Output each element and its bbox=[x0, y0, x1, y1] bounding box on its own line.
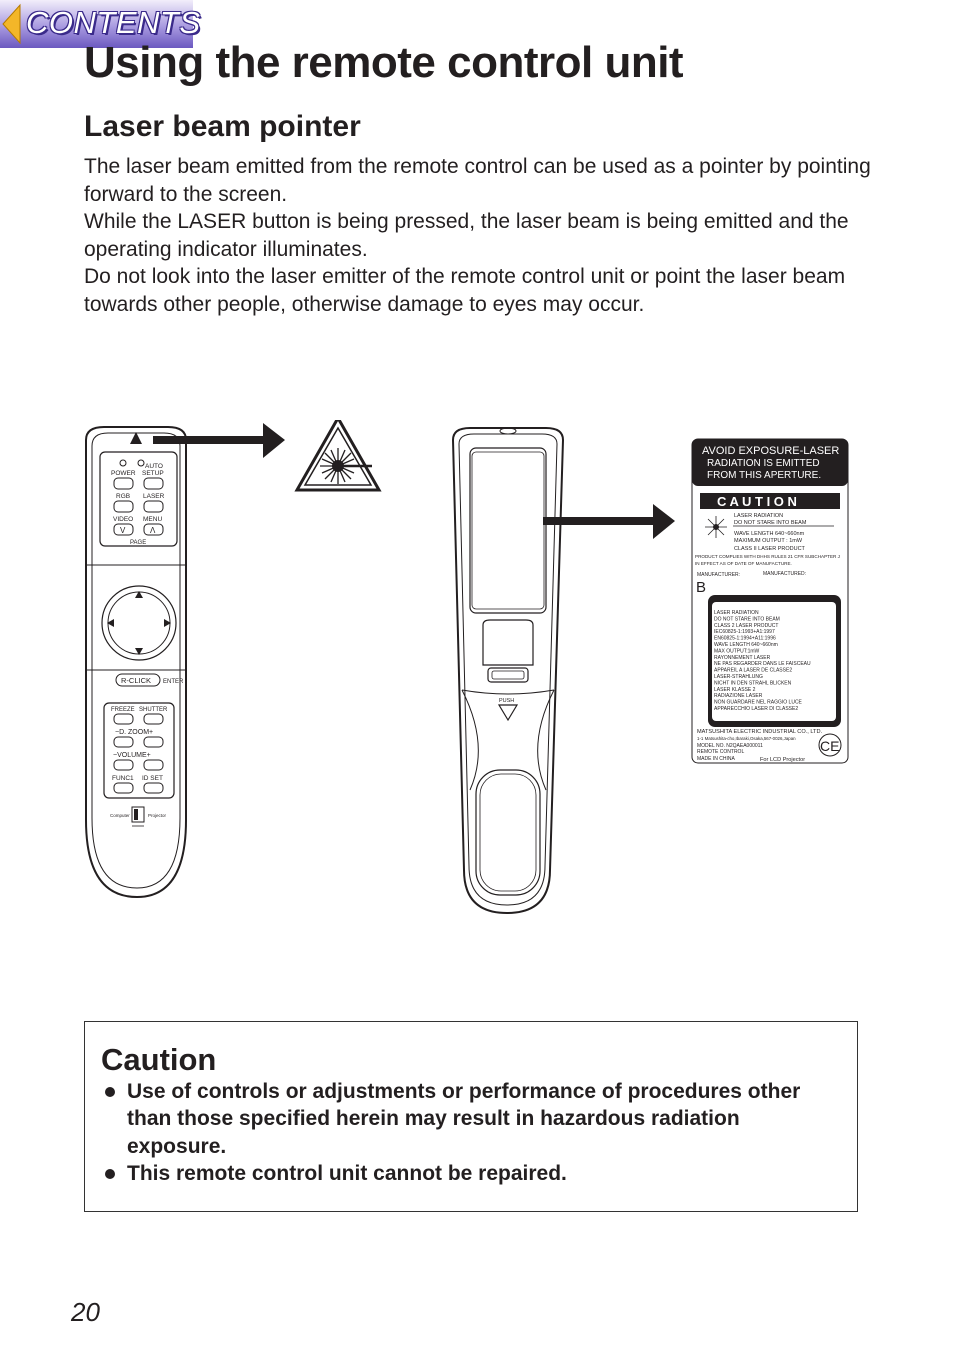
setup-label: SETUP bbox=[142, 470, 164, 477]
label-line: CLASS II LASER PRODUCT bbox=[734, 546, 805, 552]
ce-mark-icon: CE bbox=[820, 738, 840, 754]
page-label: PAGE bbox=[130, 540, 147, 546]
label-avoid-line: AVOID EXPOSURE-LASER bbox=[702, 445, 840, 457]
caution-item bbox=[103, 1078, 823, 1160]
label-box-line: RAYONNEMENT LASER bbox=[714, 654, 771, 661]
page-number: 20 bbox=[71, 1297, 100, 1327]
label-box-line: IEC60825-1:1993+A1:1997 bbox=[714, 629, 775, 636]
label-box-line: NE PAS REGARDER DANS LE FAISCEAU bbox=[714, 661, 811, 668]
caution-title: Caution bbox=[101, 1042, 217, 1077]
computer-label: Computer bbox=[110, 813, 130, 818]
projector-label: Projector bbox=[148, 813, 167, 818]
label-box-line: MAX OUTPUT:1mW bbox=[714, 648, 760, 655]
shutter-label: SHUTTER bbox=[139, 707, 168, 713]
laser-warning-label bbox=[692, 439, 848, 763]
push-label: PUSH bbox=[499, 698, 515, 704]
body-text bbox=[84, 153, 874, 319]
label-line: MAXIMUM OUTPUT : 1mW bbox=[734, 538, 803, 544]
label-line: REMOTE CONTROL bbox=[697, 749, 745, 755]
label-line: PRODUCT COMPLIES WITH DHHS RULES 21 CFR SUBCHAPTER J bbox=[695, 554, 840, 559]
label-line: WAVE LENGTH 640~660nm bbox=[734, 531, 805, 537]
paragraph: While the LASER button is being pressed, the laser beam is being emitted and the operating indicator illuminates. bbox=[84, 210, 849, 261]
label-box-line: WAVE LENGTH 640~660nm bbox=[714, 642, 778, 648]
label-box-line: APPAREIL A LASER DE CLASSE2 bbox=[714, 667, 793, 674]
enter-label: ENTER bbox=[163, 679, 184, 685]
caution-list bbox=[103, 1078, 823, 1188]
chevron-up-icon: Λ bbox=[150, 526, 156, 535]
caution-item-text: This remote control unit cannot be repaired. bbox=[127, 1162, 567, 1186]
chevron-down-icon: V bbox=[120, 526, 126, 535]
func1-label: FUNC1 bbox=[112, 775, 134, 782]
freeze-label: FREEZE bbox=[111, 707, 135, 713]
bullet-icon bbox=[105, 1169, 115, 1179]
label-box-line: LASER RADIATION bbox=[714, 610, 759, 616]
label-line: MODEL NO. N2QAEA000011 bbox=[697, 743, 763, 749]
remote-front bbox=[86, 427, 186, 897]
id-set-label: ID SET bbox=[142, 775, 163, 782]
label-line: MATSUSHITA ELECTRIC INDUSTRIAL CO., LTD. bbox=[697, 729, 823, 735]
remote-back bbox=[453, 428, 563, 913]
label-line: IN EFFECT AS OF DATE OF MANUFACTURE. bbox=[695, 561, 792, 566]
rgb-label: RGB bbox=[116, 493, 131, 500]
label-box-line: CLASS 2 LASER PRODUCT bbox=[714, 622, 779, 629]
label-avoid-line: FROM THIS APERTURE. bbox=[707, 470, 822, 481]
label-box-line: LASER KLASSE 2 bbox=[714, 686, 756, 693]
arrow-right-icon bbox=[543, 504, 675, 539]
label-box-line: EN60825-1:1994+A11:1996 bbox=[714, 635, 776, 642]
volume-label: −VOLUME+ bbox=[113, 752, 151, 759]
menu-label: MENU bbox=[143, 516, 163, 523]
label-line: 1-1 Matsushita-cho,Ibaraki,Osaka,567-0026,Japan bbox=[697, 736, 796, 741]
label-line: MANUFACTURER: bbox=[697, 572, 741, 578]
label-caution-heading: C A U T I O N bbox=[717, 494, 797, 509]
power-label: POWER bbox=[111, 470, 136, 477]
label-box-line: NON GUARDARE NEL RAGGIO LUCE bbox=[714, 699, 802, 706]
remote-control-illustration bbox=[80, 420, 860, 920]
label-box-line: APPARECCHIO LASER DI CLASSE2 bbox=[714, 706, 799, 712]
label-b-mark: B bbox=[696, 579, 707, 596]
laser-label: LASER bbox=[143, 493, 165, 500]
caution-item-text: Use of controls or adjustments or performance of procedures other than those specified herein may result in hazardous radiation exposure. bbox=[127, 1080, 801, 1158]
label-line: MADE IN CHINA bbox=[697, 756, 735, 762]
bullet-icon bbox=[105, 1087, 115, 1097]
label-box-line: RADIAZIONE LASER bbox=[714, 693, 763, 700]
page-title: Using the remote control unit bbox=[84, 38, 684, 87]
label-avoid-line: RADIATION IS EMITTED bbox=[707, 458, 820, 469]
label-box-line: LASER-STRAHLUNG bbox=[714, 674, 763, 680]
paragraph: The laser beam emitted from the remote control can be used as a pointer by pointing forward to the screen. bbox=[84, 155, 871, 206]
label-line: For LCD Projector bbox=[760, 757, 806, 763]
contents-label: CONTENTS bbox=[26, 5, 201, 40]
label-box-line: NICHT IN DEN STRAHL BLICKEN bbox=[714, 680, 792, 687]
dzoom-label: −D. ZOOM+ bbox=[115, 729, 154, 736]
auto-label: AUTO bbox=[145, 463, 163, 470]
caution-item bbox=[103, 1160, 823, 1187]
r-click-label: R-CLICK bbox=[121, 676, 152, 685]
label-line: LASER RADIATION bbox=[734, 513, 784, 519]
label-box-line: DO NOT STARE INTO BEAM bbox=[714, 616, 780, 623]
laser-warning-icon bbox=[297, 420, 379, 490]
label-line: MANUFACTURED: bbox=[763, 571, 807, 577]
section-title: Laser beam pointer bbox=[84, 110, 361, 143]
paragraph: Do not look into the laser emitter of the remote control unit or point the laser beam towards other people, otherwise damage to eyes may occur. bbox=[84, 265, 846, 316]
video-label: VIDEO bbox=[113, 516, 134, 523]
label-line: DO NOT STARE INTO BEAM bbox=[734, 520, 807, 526]
caution-box bbox=[84, 1021, 858, 1212]
